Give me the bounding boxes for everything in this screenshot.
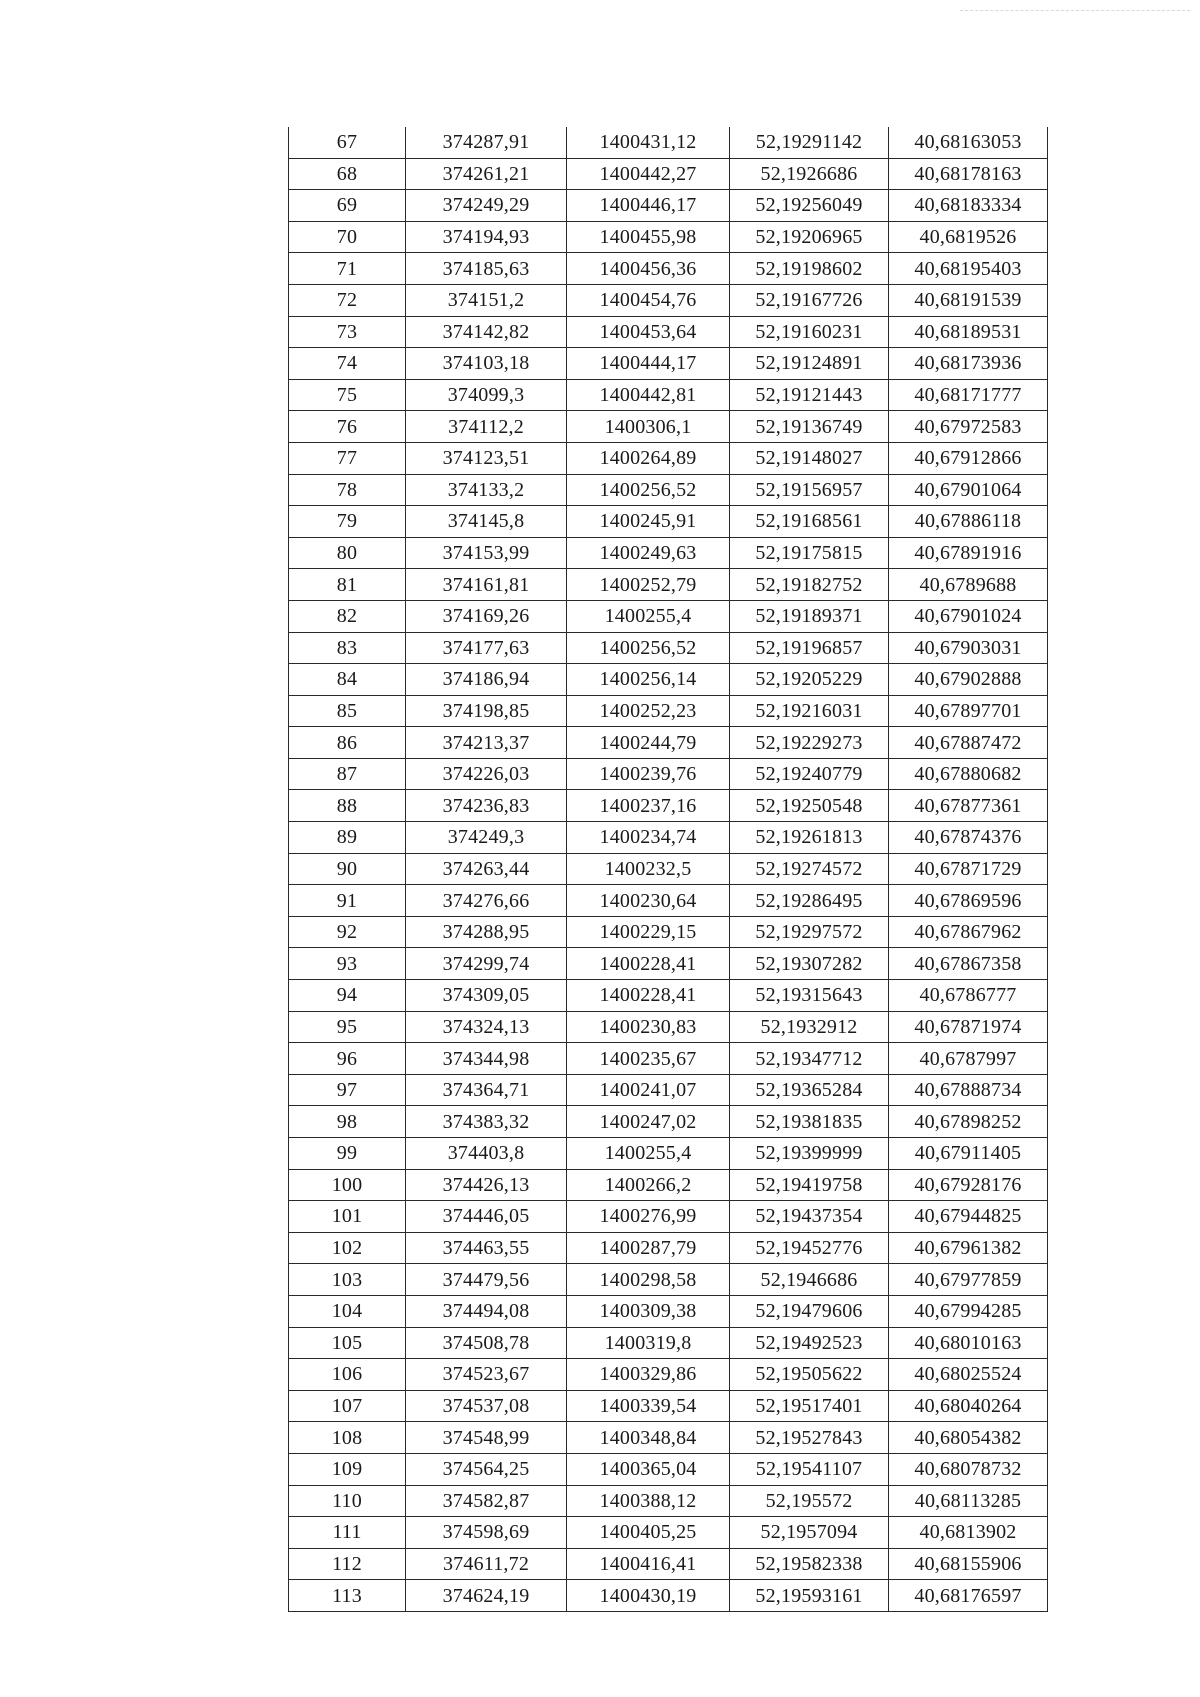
table-row <box>289 1327 1048 1359</box>
table-row <box>289 348 1048 380</box>
table-row <box>289 822 1048 854</box>
table-row <box>289 1264 1048 1296</box>
x-coordinate-cell: 374112,2 <box>406 411 567 443</box>
latitude-cell: 52,19517401 <box>730 1390 889 1422</box>
longitude-cell: 40,67912866 <box>889 442 1048 474</box>
longitude-cell: 40,67901024 <box>889 600 1048 632</box>
longitude-cell: 40,6813902 <box>889 1517 1048 1549</box>
y-coordinate-cell: 1400430,19 <box>567 1580 730 1612</box>
table-row <box>289 1548 1048 1580</box>
point-number-cell: 97 <box>289 1074 406 1106</box>
point-number-cell: 89 <box>289 822 406 854</box>
latitude-cell: 52,19381835 <box>730 1106 889 1138</box>
point-number-cell: 73 <box>289 316 406 348</box>
longitude-cell: 40,67891916 <box>889 537 1048 569</box>
point-number-cell: 101 <box>289 1201 406 1233</box>
latitude-cell: 52,1946686 <box>730 1264 889 1296</box>
point-number-cell: 78 <box>289 474 406 506</box>
longitude-cell: 40,67880682 <box>889 758 1048 790</box>
longitude-cell: 40,67898252 <box>889 1106 1048 1138</box>
x-coordinate-cell: 374611,72 <box>406 1548 567 1580</box>
table-row <box>289 1011 1048 1043</box>
y-coordinate-cell: 1400416,41 <box>567 1548 730 1580</box>
point-number-cell: 91 <box>289 885 406 917</box>
longitude-cell: 40,6789688 <box>889 569 1048 601</box>
latitude-cell: 52,19479606 <box>730 1295 889 1327</box>
table-row <box>289 695 1048 727</box>
point-number-cell: 84 <box>289 664 406 696</box>
point-number-cell: 88 <box>289 790 406 822</box>
y-coordinate-cell: 1400442,27 <box>567 158 730 190</box>
point-number-cell: 107 <box>289 1390 406 1422</box>
longitude-cell: 40,68155906 <box>889 1548 1048 1580</box>
x-coordinate-cell: 374249,3 <box>406 822 567 854</box>
table-row <box>289 1043 1048 1075</box>
x-coordinate-cell: 374344,98 <box>406 1043 567 1075</box>
y-coordinate-cell: 1400230,83 <box>567 1011 730 1043</box>
table-row <box>289 1359 1048 1391</box>
x-coordinate-cell: 374263,44 <box>406 853 567 885</box>
latitude-cell: 52,19229273 <box>730 727 889 759</box>
y-coordinate-cell: 1400256,14 <box>567 664 730 696</box>
table-row <box>289 1580 1048 1612</box>
x-coordinate-cell: 374177,63 <box>406 632 567 664</box>
table-row <box>289 506 1048 538</box>
y-coordinate-cell: 1400245,91 <box>567 506 730 538</box>
x-coordinate-cell: 374403,8 <box>406 1138 567 1170</box>
table-row <box>289 1422 1048 1454</box>
x-coordinate-cell: 374186,94 <box>406 664 567 696</box>
latitude-cell: 52,19182752 <box>730 569 889 601</box>
longitude-cell: 40,6787997 <box>889 1043 1048 1075</box>
point-number-cell: 93 <box>289 948 406 980</box>
x-coordinate-cell: 374426,13 <box>406 1169 567 1201</box>
latitude-cell: 52,19205229 <box>730 664 889 696</box>
latitude-cell: 52,19124891 <box>730 348 889 380</box>
longitude-cell: 40,67869596 <box>889 885 1048 917</box>
table-row <box>289 632 1048 664</box>
x-coordinate-cell: 374523,67 <box>406 1359 567 1391</box>
x-coordinate-cell: 374194,93 <box>406 221 567 253</box>
point-number-cell: 98 <box>289 1106 406 1138</box>
longitude-cell: 40,68183334 <box>889 190 1048 222</box>
longitude-cell: 40,67944825 <box>889 1201 1048 1233</box>
table-row <box>289 1232 1048 1264</box>
table-row <box>289 221 1048 253</box>
point-number-cell: 77 <box>289 442 406 474</box>
longitude-cell: 40,67886118 <box>889 506 1048 538</box>
longitude-cell: 40,67902888 <box>889 664 1048 696</box>
y-coordinate-cell: 1400235,67 <box>567 1043 730 1075</box>
table-row <box>289 1074 1048 1106</box>
latitude-cell: 52,19189371 <box>730 600 889 632</box>
table-row <box>289 316 1048 348</box>
longitude-cell: 40,6786777 <box>889 980 1048 1012</box>
y-coordinate-cell: 1400339,54 <box>567 1390 730 1422</box>
x-coordinate-cell: 374213,37 <box>406 727 567 759</box>
y-coordinate-cell: 1400256,52 <box>567 474 730 506</box>
longitude-cell: 40,67867358 <box>889 948 1048 980</box>
y-coordinate-cell: 1400442,81 <box>567 379 730 411</box>
y-coordinate-cell: 1400454,76 <box>567 284 730 316</box>
longitude-cell: 40,68078732 <box>889 1453 1048 1485</box>
x-coordinate-cell: 374548,99 <box>406 1422 567 1454</box>
x-coordinate-cell: 374261,21 <box>406 158 567 190</box>
y-coordinate-cell: 1400252,79 <box>567 569 730 601</box>
longitude-cell: 40,67911405 <box>889 1138 1048 1170</box>
x-coordinate-cell: 374624,19 <box>406 1580 567 1612</box>
y-coordinate-cell: 1400266,2 <box>567 1169 730 1201</box>
longitude-cell: 40,68171777 <box>889 379 1048 411</box>
y-coordinate-cell: 1400241,07 <box>567 1074 730 1106</box>
point-number-cell: 110 <box>289 1485 406 1517</box>
longitude-cell: 40,67977859 <box>889 1264 1048 1296</box>
longitude-cell: 40,68195403 <box>889 253 1048 285</box>
x-coordinate-cell: 374142,82 <box>406 316 567 348</box>
point-number-cell: 75 <box>289 379 406 411</box>
latitude-cell: 52,195572 <box>730 1485 889 1517</box>
latitude-cell: 52,1926686 <box>730 158 889 190</box>
y-coordinate-cell: 1400234,74 <box>567 822 730 854</box>
longitude-cell: 40,67903031 <box>889 632 1048 664</box>
point-number-cell: 103 <box>289 1264 406 1296</box>
y-coordinate-cell: 1400228,41 <box>567 948 730 980</box>
longitude-cell: 40,67874376 <box>889 822 1048 854</box>
point-number-cell: 81 <box>289 569 406 601</box>
longitude-cell: 40,68040264 <box>889 1390 1048 1422</box>
x-coordinate-cell: 374153,99 <box>406 537 567 569</box>
table-row <box>289 916 1048 948</box>
y-coordinate-cell: 1400455,98 <box>567 221 730 253</box>
longitude-cell: 40,6819526 <box>889 221 1048 253</box>
x-coordinate-cell: 374383,32 <box>406 1106 567 1138</box>
y-coordinate-cell: 1400237,16 <box>567 790 730 822</box>
point-number-cell: 85 <box>289 695 406 727</box>
x-coordinate-cell: 374103,18 <box>406 348 567 380</box>
latitude-cell: 52,19167726 <box>730 284 889 316</box>
point-number-cell: 99 <box>289 1138 406 1170</box>
longitude-cell: 40,68054382 <box>889 1422 1048 1454</box>
x-coordinate-cell: 374151,2 <box>406 284 567 316</box>
x-coordinate-cell: 374169,26 <box>406 600 567 632</box>
scan-artifact-line <box>960 10 1190 11</box>
point-number-cell: 112 <box>289 1548 406 1580</box>
longitude-cell: 40,67994285 <box>889 1295 1048 1327</box>
latitude-cell: 52,19291142 <box>730 127 889 158</box>
y-coordinate-cell: 1400287,79 <box>567 1232 730 1264</box>
latitude-cell: 52,19307282 <box>730 948 889 980</box>
latitude-cell: 52,19593161 <box>730 1580 889 1612</box>
latitude-cell: 52,19582338 <box>730 1548 889 1580</box>
latitude-cell: 52,19168561 <box>730 506 889 538</box>
latitude-cell: 52,19261813 <box>730 822 889 854</box>
point-number-cell: 83 <box>289 632 406 664</box>
longitude-cell: 40,68178163 <box>889 158 1048 190</box>
longitude-cell: 40,68189531 <box>889 316 1048 348</box>
y-coordinate-cell: 1400255,4 <box>567 600 730 632</box>
y-coordinate-cell: 1400298,58 <box>567 1264 730 1296</box>
table-row <box>289 537 1048 569</box>
latitude-cell: 52,19136749 <box>730 411 889 443</box>
longitude-cell: 40,67888734 <box>889 1074 1048 1106</box>
point-number-cell: 104 <box>289 1295 406 1327</box>
x-coordinate-cell: 374463,55 <box>406 1232 567 1264</box>
latitude-cell: 52,19297572 <box>730 916 889 948</box>
latitude-cell: 52,19160231 <box>730 316 889 348</box>
x-coordinate-cell: 374508,78 <box>406 1327 567 1359</box>
y-coordinate-cell: 1400239,76 <box>567 758 730 790</box>
x-coordinate-cell: 374236,83 <box>406 790 567 822</box>
latitude-cell: 52,19196857 <box>730 632 889 664</box>
table-row <box>289 1453 1048 1485</box>
point-number-cell: 87 <box>289 758 406 790</box>
point-number-cell: 76 <box>289 411 406 443</box>
longitude-cell: 40,68025524 <box>889 1359 1048 1391</box>
longitude-cell: 40,68173936 <box>889 348 1048 380</box>
table-row <box>289 411 1048 443</box>
point-number-cell: 105 <box>289 1327 406 1359</box>
latitude-cell: 52,19365284 <box>730 1074 889 1106</box>
latitude-cell: 52,1932912 <box>730 1011 889 1043</box>
longitude-cell: 40,67901064 <box>889 474 1048 506</box>
y-coordinate-cell: 1400229,15 <box>567 916 730 948</box>
latitude-cell: 52,19347712 <box>730 1043 889 1075</box>
point-number-cell: 94 <box>289 980 406 1012</box>
longitude-cell: 40,68191539 <box>889 284 1048 316</box>
x-coordinate-cell: 374479,56 <box>406 1264 567 1296</box>
y-coordinate-cell: 1400388,12 <box>567 1485 730 1517</box>
y-coordinate-cell: 1400405,25 <box>567 1517 730 1549</box>
latitude-cell: 52,19419758 <box>730 1169 889 1201</box>
y-coordinate-cell: 1400453,64 <box>567 316 730 348</box>
point-number-cell: 68 <box>289 158 406 190</box>
x-coordinate-cell: 374288,95 <box>406 916 567 948</box>
longitude-cell: 40,67961382 <box>889 1232 1048 1264</box>
latitude-cell: 52,19274572 <box>730 853 889 885</box>
table-row <box>289 980 1048 1012</box>
table-row <box>289 1517 1048 1549</box>
x-coordinate-cell: 374198,85 <box>406 695 567 727</box>
x-coordinate-cell: 374446,05 <box>406 1201 567 1233</box>
x-coordinate-cell: 374309,05 <box>406 980 567 1012</box>
x-coordinate-cell: 374123,51 <box>406 442 567 474</box>
point-number-cell: 106 <box>289 1359 406 1391</box>
y-coordinate-cell: 1400348,84 <box>567 1422 730 1454</box>
point-number-cell: 92 <box>289 916 406 948</box>
point-number-cell: 95 <box>289 1011 406 1043</box>
table-row <box>289 127 1048 158</box>
point-number-cell: 72 <box>289 284 406 316</box>
x-coordinate-cell: 374276,66 <box>406 885 567 917</box>
y-coordinate-cell: 1400256,52 <box>567 632 730 664</box>
y-coordinate-cell: 1400365,04 <box>567 1453 730 1485</box>
latitude-cell: 52,19256049 <box>730 190 889 222</box>
coordinates-table-body <box>289 127 1048 1611</box>
point-number-cell: 71 <box>289 253 406 285</box>
latitude-cell: 52,19315643 <box>730 980 889 1012</box>
x-coordinate-cell: 374287,91 <box>406 127 567 158</box>
table-row <box>289 853 1048 885</box>
y-coordinate-cell: 1400329,86 <box>567 1359 730 1391</box>
point-number-cell: 96 <box>289 1043 406 1075</box>
y-coordinate-cell: 1400306,1 <box>567 411 730 443</box>
x-coordinate-cell: 374494,08 <box>406 1295 567 1327</box>
y-coordinate-cell: 1400264,89 <box>567 442 730 474</box>
table-row <box>289 727 1048 759</box>
table-row <box>289 885 1048 917</box>
table-row <box>289 1169 1048 1201</box>
y-coordinate-cell: 1400444,17 <box>567 348 730 380</box>
point-number-cell: 74 <box>289 348 406 380</box>
x-coordinate-cell: 374299,74 <box>406 948 567 980</box>
table-row <box>289 253 1048 285</box>
point-number-cell: 113 <box>289 1580 406 1612</box>
y-coordinate-cell: 1400247,02 <box>567 1106 730 1138</box>
point-number-cell: 109 <box>289 1453 406 1485</box>
point-number-cell: 90 <box>289 853 406 885</box>
table-row <box>289 158 1048 190</box>
y-coordinate-cell: 1400276,99 <box>567 1201 730 1233</box>
y-coordinate-cell: 1400319,8 <box>567 1327 730 1359</box>
latitude-cell: 52,19492523 <box>730 1327 889 1359</box>
table-row <box>289 758 1048 790</box>
y-coordinate-cell: 1400431,12 <box>567 127 730 158</box>
point-number-cell: 80 <box>289 537 406 569</box>
y-coordinate-cell: 1400309,38 <box>567 1295 730 1327</box>
longitude-cell: 40,67867962 <box>889 916 1048 948</box>
latitude-cell: 52,19148027 <box>730 442 889 474</box>
latitude-cell: 52,19505622 <box>730 1359 889 1391</box>
table-row <box>289 664 1048 696</box>
y-coordinate-cell: 1400252,23 <box>567 695 730 727</box>
point-number-cell: 102 <box>289 1232 406 1264</box>
x-coordinate-cell: 374564,25 <box>406 1453 567 1485</box>
table-row <box>289 474 1048 506</box>
y-coordinate-cell: 1400228,41 <box>567 980 730 1012</box>
point-number-cell: 79 <box>289 506 406 538</box>
latitude-cell: 52,19175815 <box>730 537 889 569</box>
x-coordinate-cell: 374145,8 <box>406 506 567 538</box>
table-row <box>289 1138 1048 1170</box>
longitude-cell: 40,67972583 <box>889 411 1048 443</box>
point-number-cell: 69 <box>289 190 406 222</box>
longitude-cell: 40,67928176 <box>889 1169 1048 1201</box>
y-coordinate-cell: 1400456,36 <box>567 253 730 285</box>
longitude-cell: 40,68113285 <box>889 1485 1048 1517</box>
table-row <box>289 790 1048 822</box>
latitude-cell: 52,19527843 <box>730 1422 889 1454</box>
latitude-cell: 52,19216031 <box>730 695 889 727</box>
x-coordinate-cell: 374133,2 <box>406 474 567 506</box>
x-coordinate-cell: 374582,87 <box>406 1485 567 1517</box>
x-coordinate-cell: 374598,69 <box>406 1517 567 1549</box>
latitude-cell: 52,19156957 <box>730 474 889 506</box>
table-row <box>289 600 1048 632</box>
y-coordinate-cell: 1400230,64 <box>567 885 730 917</box>
y-coordinate-cell: 1400446,17 <box>567 190 730 222</box>
coordinates-table <box>288 127 1048 1612</box>
latitude-cell: 52,19541107 <box>730 1453 889 1485</box>
table-row <box>289 1485 1048 1517</box>
point-number-cell: 111 <box>289 1517 406 1549</box>
y-coordinate-cell: 1400255,4 <box>567 1138 730 1170</box>
table-row <box>289 1106 1048 1138</box>
latitude-cell: 52,19250548 <box>730 790 889 822</box>
x-coordinate-cell: 374099,3 <box>406 379 567 411</box>
longitude-cell: 40,67871729 <box>889 853 1048 885</box>
x-coordinate-cell: 374249,29 <box>406 190 567 222</box>
y-coordinate-cell: 1400232,5 <box>567 853 730 885</box>
latitude-cell: 52,19206965 <box>730 221 889 253</box>
latitude-cell: 52,19240779 <box>730 758 889 790</box>
longitude-cell: 40,68010163 <box>889 1327 1048 1359</box>
point-number-cell: 100 <box>289 1169 406 1201</box>
table-row <box>289 569 1048 601</box>
point-number-cell: 67 <box>289 127 406 158</box>
longitude-cell: 40,67897701 <box>889 695 1048 727</box>
table-row <box>289 1390 1048 1422</box>
point-number-cell: 82 <box>289 600 406 632</box>
table-row <box>289 284 1048 316</box>
longitude-cell: 40,68163053 <box>889 127 1048 158</box>
latitude-cell: 52,1957094 <box>730 1517 889 1549</box>
x-coordinate-cell: 374324,13 <box>406 1011 567 1043</box>
longitude-cell: 40,67877361 <box>889 790 1048 822</box>
table-row <box>289 190 1048 222</box>
latitude-cell: 52,19437354 <box>730 1201 889 1233</box>
table-row <box>289 948 1048 980</box>
y-coordinate-cell: 1400249,63 <box>567 537 730 569</box>
longitude-cell: 40,68176597 <box>889 1580 1048 1612</box>
point-number-cell: 70 <box>289 221 406 253</box>
point-number-cell: 86 <box>289 727 406 759</box>
longitude-cell: 40,67871974 <box>889 1011 1048 1043</box>
table-row <box>289 1295 1048 1327</box>
y-coordinate-cell: 1400244,79 <box>567 727 730 759</box>
x-coordinate-cell: 374185,63 <box>406 253 567 285</box>
latitude-cell: 52,19121443 <box>730 379 889 411</box>
table-row <box>289 1201 1048 1233</box>
latitude-cell: 52,19286495 <box>730 885 889 917</box>
x-coordinate-cell: 374364,71 <box>406 1074 567 1106</box>
latitude-cell: 52,19399999 <box>730 1138 889 1170</box>
x-coordinate-cell: 374161,81 <box>406 569 567 601</box>
longitude-cell: 40,67887472 <box>889 727 1048 759</box>
latitude-cell: 52,19452776 <box>730 1232 889 1264</box>
table-row <box>289 379 1048 411</box>
point-number-cell: 108 <box>289 1422 406 1454</box>
latitude-cell: 52,19198602 <box>730 253 889 285</box>
x-coordinate-cell: 374226,03 <box>406 758 567 790</box>
table-row <box>289 442 1048 474</box>
x-coordinate-cell: 374537,08 <box>406 1390 567 1422</box>
